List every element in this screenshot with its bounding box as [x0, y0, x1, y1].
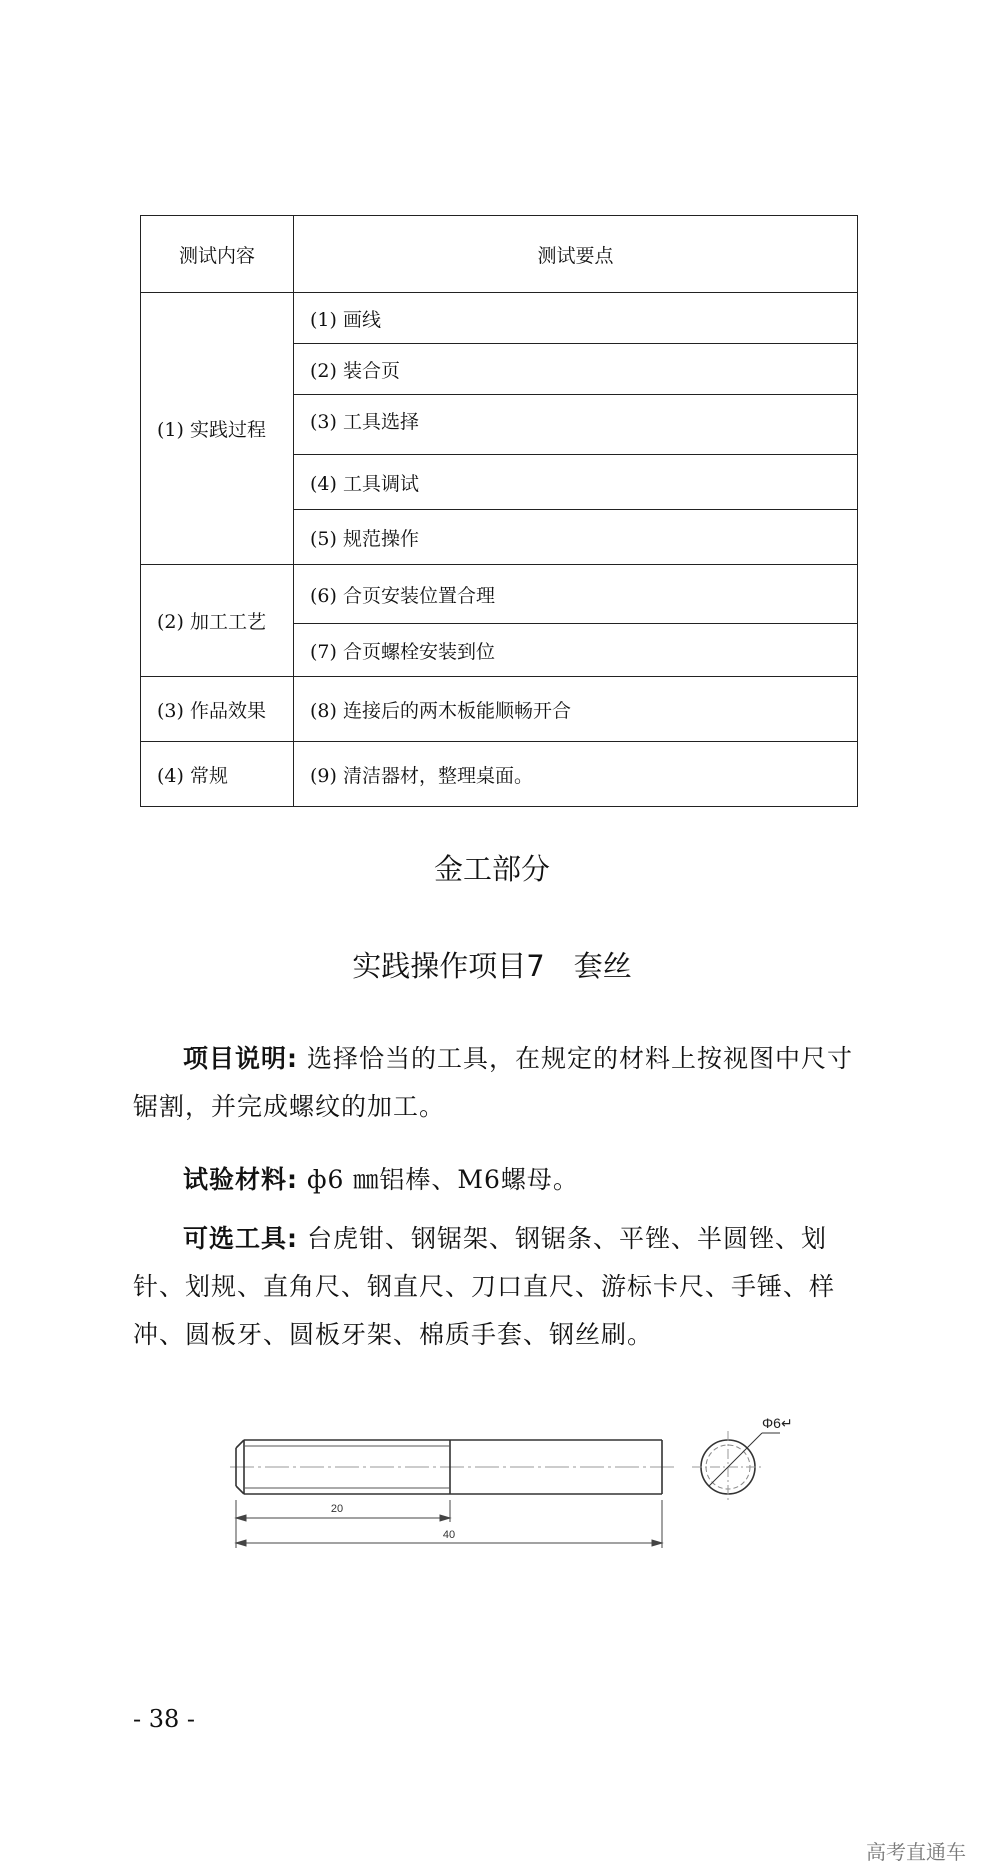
dimension-total-length: 40 [442, 1529, 456, 1541]
table-row [141, 565, 858, 624]
evaluation-table [140, 215, 858, 807]
materials-label: 试验材料: [183, 1165, 298, 1194]
point-cell: (4) 工具调试 [294, 455, 858, 510]
watermark: 高考直通车 [866, 1840, 966, 1864]
table-row [141, 677, 858, 742]
header-cell-points: 测试要点 [294, 216, 858, 293]
tools-label: 可选工具: [183, 1224, 298, 1253]
table-row [141, 742, 858, 807]
header-cell-content: 测试内容 [141, 216, 294, 293]
diameter-label: Φ6↵ [762, 1415, 793, 1431]
point-cell: (3) 工具选择 [294, 395, 858, 455]
point-cell: (2) 装合页 [294, 344, 858, 395]
category-cell: (4) 常规 [141, 742, 294, 807]
description-text: 选择恰当的工具，在规定的材料上按视图中尺寸锯割，并完成螺纹的加工。 [133, 1044, 853, 1121]
point-cell: (8) 连接后的两木板能顺畅开合 [294, 677, 858, 742]
point-cell: (6) 合页安装位置合理 [294, 565, 858, 624]
section-title: 金工部分 [433, 852, 550, 886]
rod-drawing [230, 1410, 810, 1580]
category-cell: (3) 作品效果 [141, 677, 294, 742]
optional-tools [133, 1215, 873, 1359]
description-label: 项目说明: [183, 1044, 298, 1073]
point-cell: (1) 画线 [294, 293, 858, 344]
page-number: - 38 - [133, 1705, 196, 1733]
table-header-row [141, 216, 858, 293]
project-title: 实践操作项目7 套丝 [352, 949, 632, 983]
project-description [133, 1035, 873, 1131]
test-materials [133, 1156, 873, 1204]
table-row [141, 293, 858, 344]
point-cell: (9) 清洁器材，整理桌面。 [294, 742, 858, 807]
category-cell: (1) 实践过程 [141, 293, 294, 565]
dimension-thread-length: 20 [330, 1503, 344, 1515]
category-cell: (2) 加工工艺 [141, 565, 294, 677]
end-view-circle [692, 1431, 780, 1503]
point-cell: (5) 规范操作 [294, 510, 858, 565]
materials-text: ф6 ㎜铝棒、M6螺母。 [298, 1165, 579, 1194]
point-cell: (7) 合页螺栓安装到位 [294, 624, 858, 677]
tools-text: 台虎钳、钢锯架、钢锯条、平锉、半圆锉、划针、划规、直角尺、钢直尺、刀口直尺、游标卡尺、手锤、样冲、圆板牙、圆板牙架、棉质手套、钢丝刷。 [133, 1224, 836, 1349]
